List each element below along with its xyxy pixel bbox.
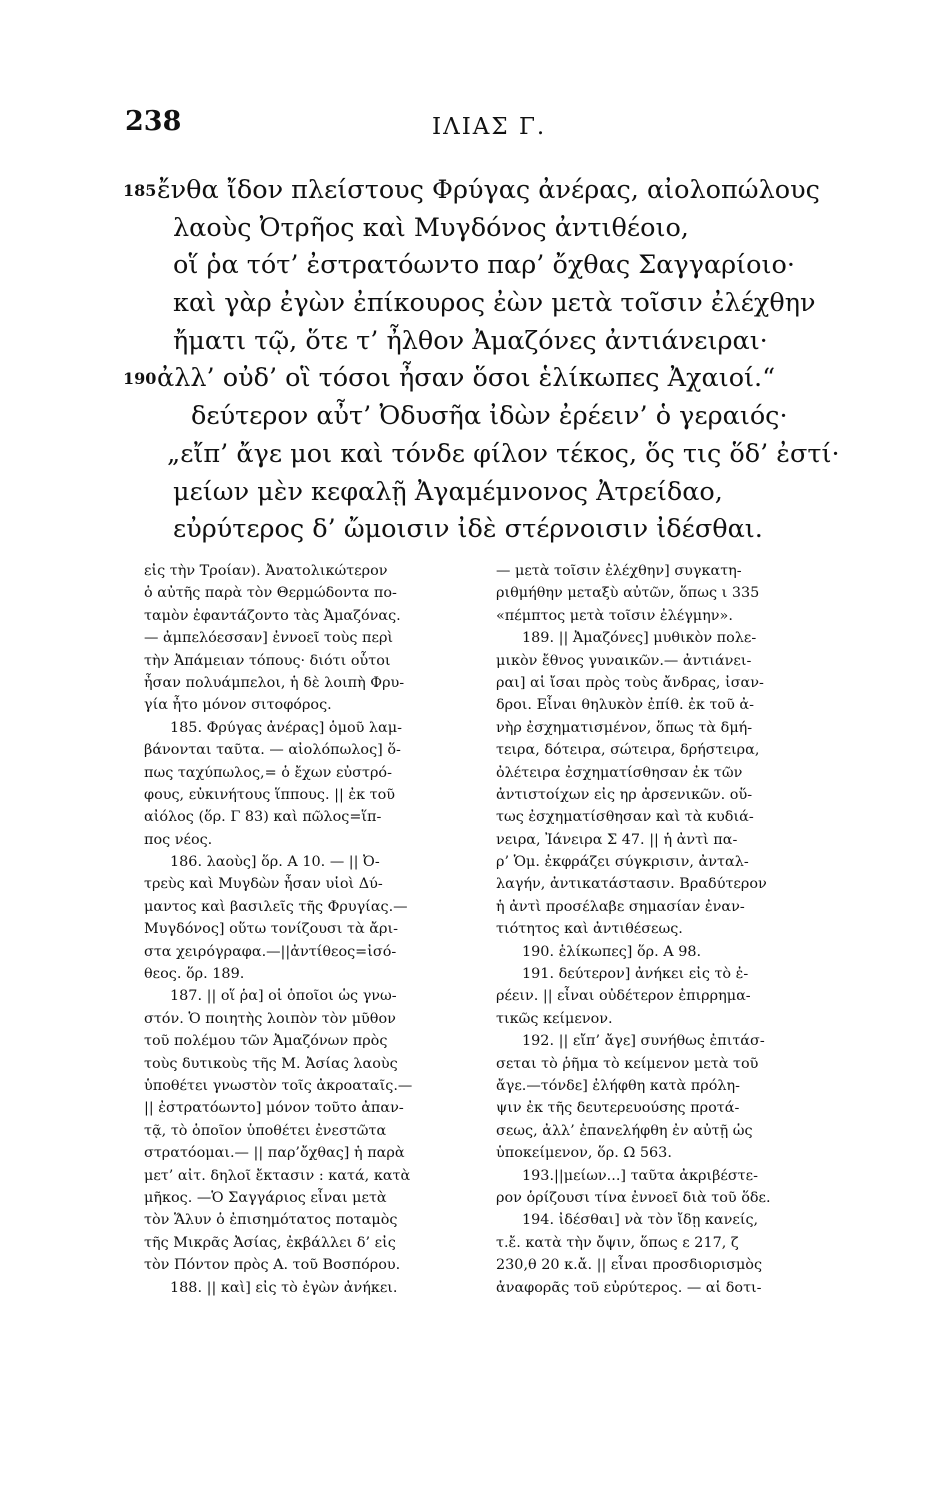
- commentary-line: ρέειν. || εἶναι οὐδέτερον ἐπιρρημα-: [496, 988, 751, 1005]
- commentary-line: μικὸν ἔθνος γυναικῶν.— ἀντιάνει-: [496, 652, 752, 669]
- commentary-line: μετ’ αἰτ. δηλοῖ ἔκτασιν : κατά, κατὰ: [144, 1167, 411, 1184]
- commentary-line: 193.||μείων...] ταῦτα ἀκριβέστε-: [522, 1167, 758, 1184]
- commentary-line: 194. ἰδέσθαι] νὰ τὸν ἴδῃ κανείς,: [522, 1212, 759, 1229]
- verse-line: [123, 210, 853, 248]
- verse-text: „εἴπ’ ἄγε μοι καὶ τόνδε φίλον τέκος, ὅς τις ὅδ’ ἐστί·: [167, 438, 840, 469]
- commentary-line: τικῶς κείμενον.: [496, 1010, 613, 1027]
- verse-line: [123, 172, 853, 210]
- commentary-line: ὀλέτειρα ἐσχηματίσθησαν ἐκ τῶν: [496, 764, 743, 781]
- commentary-line: ἀντιστοίχων εἰς ηρ ἀρσενικῶν. οὕ-: [496, 786, 753, 803]
- commentary-line: τοὺς δυτικοὺς τῆς Μ. Ἀσίας λαοὺς: [144, 1055, 398, 1072]
- commentary-line: τῆς Μικρᾶς Ἀσίας, ἐκβάλλει δ’ εἰς: [144, 1234, 396, 1251]
- commentary-line: λαγήν, ἀντικατάστασιν. Βραδύτερον: [496, 876, 767, 893]
- commentary-line: ὑποθέτει γνωστὸν τοῖς ἀκροαταῖς.—: [144, 1077, 413, 1094]
- commentary-line: ταμὸν ἐφαντάζοντο τὰς Ἀμαζόνας.: [144, 607, 401, 624]
- verse-line: [123, 247, 853, 285]
- commentary-line: — ἀμπελόεσσαν] ἐννοεῖ τοὺς περὶ: [144, 630, 394, 647]
- commentary-line: στρατόομαι.— || παρ’ὄχθας] ἡ παρὰ: [144, 1145, 405, 1162]
- verse-text: ἀλλ’ οὐδ’ οἳ τόσοι ἦσαν ὅσοι ἑλίκωπες Ἀχαιοί.“: [157, 363, 776, 394]
- commentary-line: εἰς τὴν Τροίαν). Ἀνατολικώτερον: [144, 563, 388, 579]
- verse-text: καὶ γὰρ ἐγὼν ἐπίκουρος ἐὼν μετὰ τοῖσιν ἐλέχθην: [173, 288, 816, 319]
- verse-text: μείων μὲν κεφαλῇ Ἀγαμέμνονος Ἀτρείδαο,: [173, 476, 723, 507]
- commentary-line: «πέμπτος μετὰ τοῖσιν ἐλέγμην».: [496, 607, 733, 624]
- page-number: 238: [125, 106, 182, 137]
- commentary-line: ρ’ Ὁμ. ἐκφράζει σύγκρισιν, ἀνταλ-: [496, 854, 749, 871]
- commentary-line: φους, εὐκινήτους ἵππους. || ἐκ τοῦ: [144, 786, 396, 803]
- commentary-line: 189. || Ἀμαζόνες] μυθικὸν πολε-: [522, 630, 757, 647]
- commentary-line: τὸν Ἅλυν ὁ ἐπισημότατος ποταμὸς: [144, 1212, 398, 1229]
- commentary-line: || ἐστρατόωντο] μόνον τοῦτο ἀπαν-: [144, 1100, 404, 1117]
- commentary-line: στόν. Ὁ ποιητὴς λοιπὸν τὸν μῦθον: [144, 1010, 396, 1027]
- commentary-line: ριθμήθην μεταξὺ αὐτῶν, ὅπως ι 335: [496, 585, 760, 602]
- verse-line: [123, 436, 853, 474]
- verse-text: δεύτερον αὖτ’ Ὀδυσῆα ἰδὼν ἐρέειν’ ὁ γεραιός·: [191, 401, 788, 432]
- verse-block: [123, 172, 853, 549]
- commentary-line: ὁ αὐτῆς παρὰ τὸν Θερμώδοντα πο-: [144, 585, 397, 602]
- commentary-line: μῆκος. —Ὁ Σαγγάριος εἶναι μετὰ: [144, 1189, 387, 1206]
- commentary-line: πος νέος.: [144, 831, 213, 848]
- verse-text: ἔνθα ἴδον πλείστους Φρύγας ἀνέρας, αἰολοπώλους: [157, 175, 820, 205]
- commentary-line: σεται τὸ ῥῆμα τὸ κείμενον μετὰ τοῦ: [496, 1055, 759, 1072]
- verse-line: [123, 474, 853, 512]
- commentary-line: γία ἦτο μόνον σιτοφόρος.: [144, 697, 332, 714]
- verse-text: ἤματι τῷ, ὅτε τ’ ἦλθον Ἀμαζόνες ἀντιάνειραι·: [173, 325, 768, 356]
- commentary-line: 187. || οἵ ῥα] οἱ ὁποῖοι ὡς γνω-: [170, 988, 397, 1005]
- commentary-line: μαντος καὶ βασιλεῖς τῆς Φρυγίας.—: [144, 898, 408, 915]
- commentary-line: τοῦ πολέμου τῶν Ἀμαζόνων πρὸς: [144, 1033, 388, 1050]
- commentary-line: ἀναφορᾶς τοῦ εὐρύτερος. — αἱ δοτι-: [496, 1279, 762, 1296]
- commentary-line: τὸν Πόντον πρὸς Α. τοῦ Βοσπόρου.: [144, 1257, 401, 1274]
- verse-line: [123, 511, 853, 549]
- verse-number: 190: [123, 369, 157, 389]
- commentary-line: τὴν Ἀπάμειαν τόπους· διότι οὗτοι: [144, 652, 391, 669]
- commentary-line: 192. || εἴπ’ ἄγε] συνήθως ἐπιτάσ-: [522, 1033, 765, 1050]
- commentary-left-column: [144, 560, 464, 1299]
- commentary-line: ραι] αἱ ἴσαι πρὸς τοὺς ἄνδρας, ἰσαν-: [496, 674, 764, 691]
- commentary-line: θεος. ὅρ. 189.: [144, 966, 245, 983]
- commentary-line: 188. || καὶ] εἰς τὸ ἐγὼν ἀνήκει.: [170, 1279, 398, 1296]
- commentary-line: ἦσαν πολυάμπελοι, ἡ δὲ λοιπὴ Φρυ-: [144, 674, 405, 691]
- verse-line: [123, 323, 853, 361]
- commentary-line: ἄγε.—τόνδε] ἐλήφθη κατὰ πρόλη-: [496, 1077, 740, 1094]
- commentary-line: πως ταχύπωλος,= ὁ ἔχων εὐστρό-: [144, 764, 392, 781]
- commentary-line: τειρα, δότειρα, σώτειρα, δρήστειρα,: [496, 742, 760, 759]
- commentary-line: αἰόλος (ὅρ. Γ 83) καὶ πῶλος=ἵπ-: [144, 809, 382, 826]
- commentary-line: 186. λαοὺς] ὅρ. Α 10. — || Ὀ-: [170, 854, 380, 871]
- commentary-line: νειρα, Ἰάνειρα Σ 47. || ἡ ἀντὶ πα-: [496, 831, 738, 848]
- commentary-line: ψιν ἐκ τῆς δευτερευούσης προτά-: [496, 1100, 740, 1117]
- commentary-line: ὑποκείμενον, ὅρ. Ω 563.: [496, 1145, 672, 1162]
- commentary-line: στα χειρόγραφα.—||ἀντίθεος=ἰσό-: [144, 943, 397, 960]
- running-title: ΙΛΙΑΣ Γ.: [432, 114, 547, 140]
- commentary-line: τ.ἔ. κατὰ τὴν ὄψιν, ὅπως ε 217, ζ: [496, 1234, 739, 1251]
- verse-text: οἵ ῥα τότ’ ἐστρατόωντο παρ’ ὄχθας Σαγγαρίοιο·: [173, 250, 795, 281]
- commentary-line: ρον ὁρίζουσι τίνα ἐννοεῖ διὰ τοῦ ὅδε.: [496, 1189, 771, 1206]
- commentary-line: τρεὺς καὶ Μυγδὼν ἦσαν υἱοὶ Δύ-: [144, 876, 383, 893]
- commentary-line: 230,θ 20 κ.ἄ. || εἶναι προσδιορισμὸς: [496, 1257, 763, 1274]
- commentary-line: — μετὰ τοῖσιν ἐλέχθην] συγκατη-: [496, 563, 742, 579]
- verse-line: [123, 360, 853, 398]
- commentary-line: σεως, ἀλλ’ ἐπανελήφθη ἐν αὐτῇ ὡς: [496, 1122, 753, 1139]
- commentary-line: 190. ἑλίκωπες] ὅρ. Α 98.: [522, 943, 702, 960]
- commentary-line: 191. δεύτερον] ἀνήκει εἰς τὸ ἐ-: [522, 966, 749, 983]
- verse-line: [123, 398, 853, 436]
- commentary-line: βάνονται ταῦτα. — αἰολόπωλος] ὅ-: [144, 742, 401, 759]
- commentary-line: Μυγδόνος] οὕτω τονίζουσι τὰ ἄρι-: [144, 921, 398, 938]
- commentary-line: 185. Φρύγας ἀνέρας] ὁμοῦ λαμ-: [170, 719, 402, 736]
- verse-line: [123, 285, 853, 323]
- page-header: [120, 100, 840, 150]
- commentary-line: τως ἐσχηματίσθησαν καὶ τὰ κυδιά-: [496, 809, 754, 826]
- verse-text: λαοὺς Ὀτρῆος καὶ Μυγδόνος ἀντιθέοιο,: [173, 212, 689, 243]
- commentary-right-column: [496, 560, 816, 1299]
- verse-text: εὐρύτερος δ’ ὤμοισιν ἰδὲ στέρνοισιν ἰδέσθαι.: [173, 514, 763, 545]
- verse-number: 185: [123, 181, 157, 200]
- commentary-line: τᾷ, τὸ ὁποῖον ὑποθέτει ἐνεστῶτα: [144, 1122, 387, 1139]
- commentary-line: δροι. Εἶναι θηλυκὸν ἐπίθ. ἐκ τοῦ ἀ-: [496, 697, 754, 714]
- commentary-line: τιότητος καὶ ἀντιθέσεως.: [496, 921, 683, 938]
- commentary-line: νὴρ ἐσχηματισμένον, ὅπως τὰ δμή-: [496, 719, 753, 736]
- commentary-line: ἡ ἀντὶ προσέλαβε σημασίαν ἐναν-: [496, 898, 745, 915]
